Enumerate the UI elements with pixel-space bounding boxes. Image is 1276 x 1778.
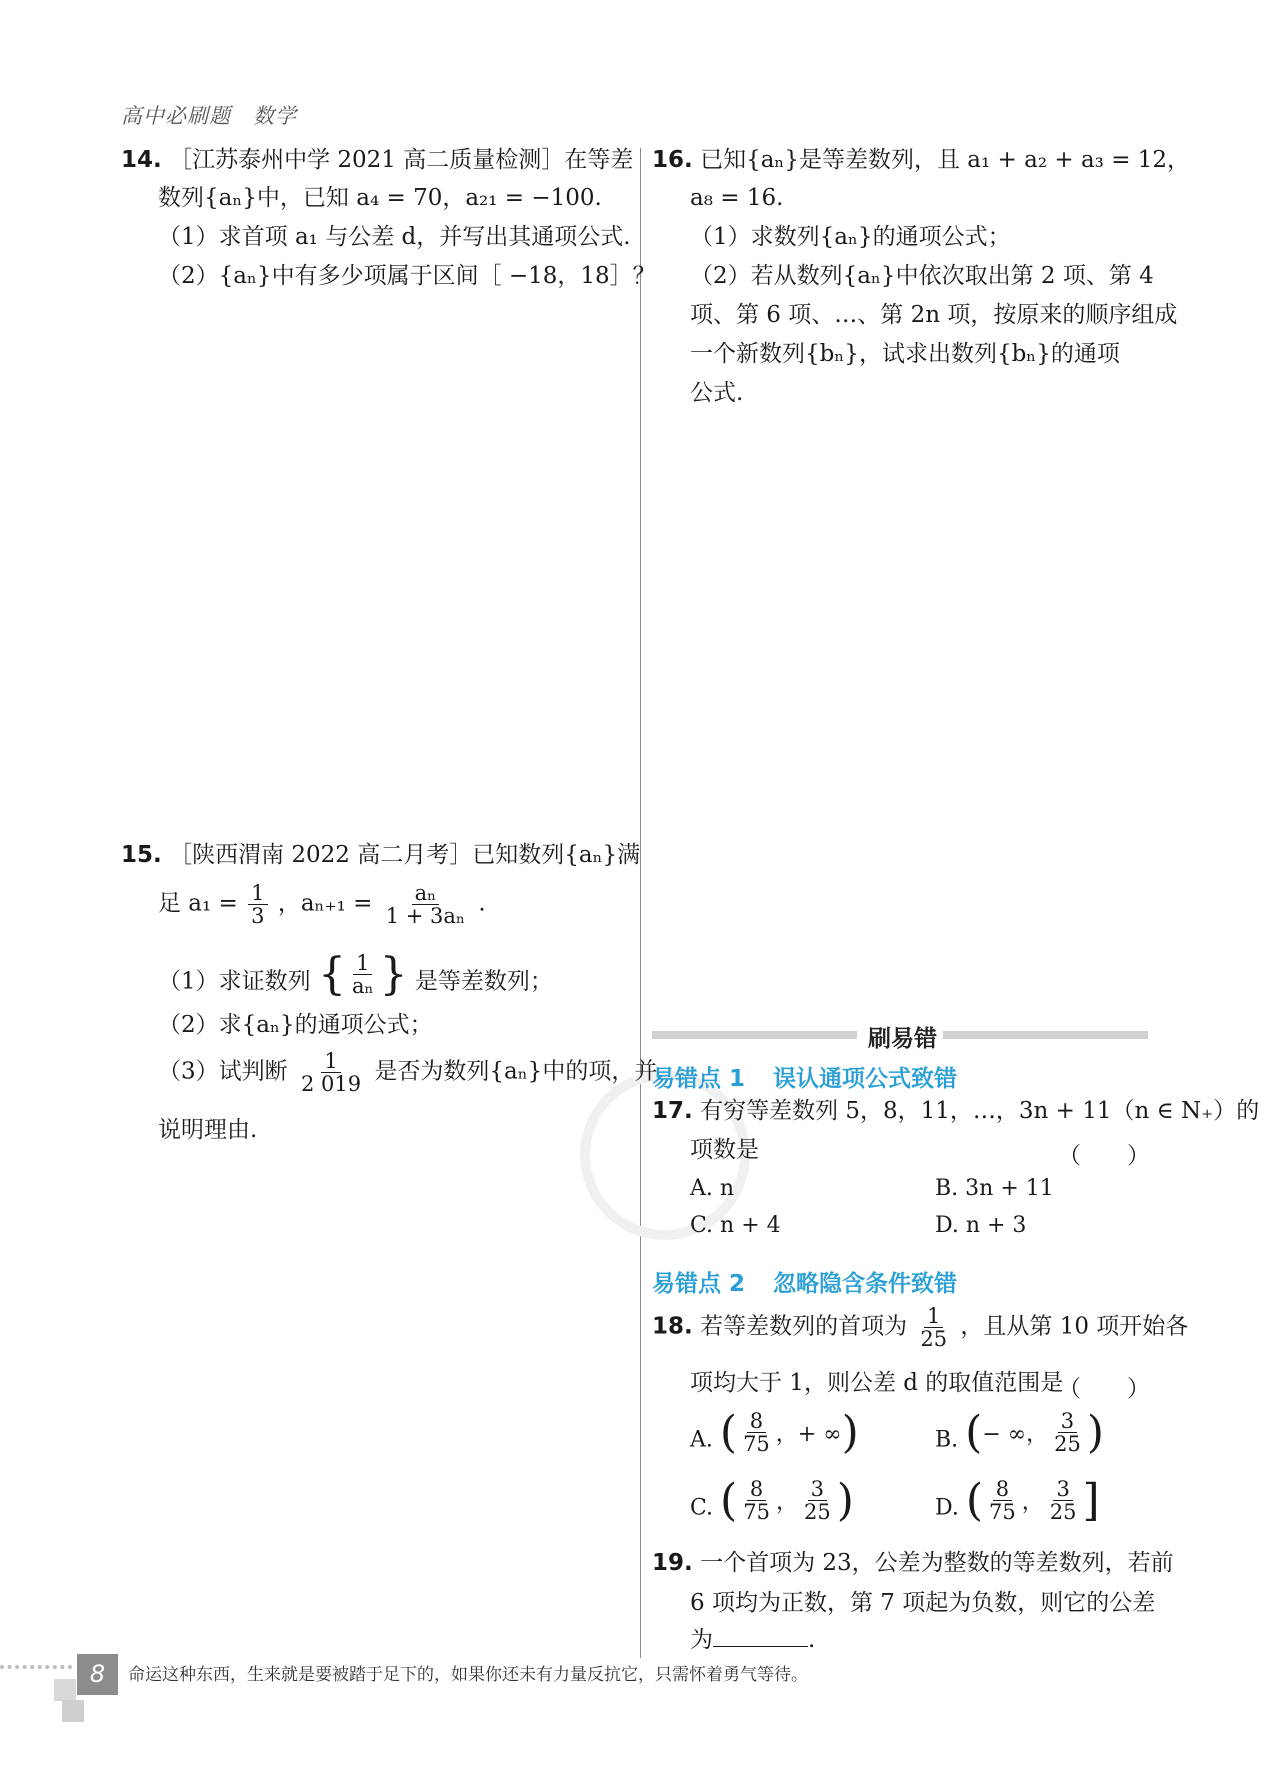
option-c: C. ( $\frac{8}{75}$ ， $\frac{3}{25}$ ) xyxy=(690,1474,854,1526)
text-segment: − ∞， xyxy=(982,1422,1049,1448)
fraction xyxy=(986,1478,1019,1523)
denominator: 75 xyxy=(743,1500,770,1525)
question-text: ［陕西渭南 2022 高二月考］已知数列{aₙ}满 xyxy=(169,842,641,868)
error-point-title: 忽略隐含条件致错 xyxy=(773,1271,958,1297)
fraction-first-term xyxy=(917,1305,950,1350)
option-a: A. ( $\frac{8}{75}$ ，+ ∞ ) xyxy=(690,1406,859,1458)
sub-question-2-cont: 一个新数列{bₙ}，试求出数列{bₙ}的通项 xyxy=(690,341,1120,367)
text-segment: 若等差数列的首项为 xyxy=(700,1313,908,1340)
fraction-recurrence xyxy=(383,882,468,927)
error-point-label: 易错点 2 xyxy=(652,1271,746,1297)
sub-question-2: （2）{aₙ}中有多少项属于区间［ −18，18］？ xyxy=(158,263,656,289)
section-bar-left xyxy=(652,1031,857,1039)
sub-question-1: （1）求首项 a₁ 与公差 d，并写出其通项公式. xyxy=(158,224,631,250)
text-segment: （1）求证数列 xyxy=(158,968,311,995)
sub-question-3-cont: 说明理由. xyxy=(158,1117,258,1143)
denominator: aₙ xyxy=(351,974,374,999)
question-number: 14. xyxy=(121,147,162,173)
footer-dots xyxy=(0,1665,72,1669)
option-d: D. ( $\frac{8}{75}$ ， $\frac{3}{25}$ ] xyxy=(935,1474,1100,1526)
text-segment: ，且从第 10 项开始各 xyxy=(960,1313,1189,1340)
sub-question-3 xyxy=(158,1050,657,1095)
option-d: D. n + 3 xyxy=(935,1213,1027,1238)
question-number: 16. xyxy=(652,147,693,173)
error-point-2 xyxy=(652,1265,957,1298)
fraction-one-over-2019 xyxy=(298,1050,364,1095)
denominator: 2 019 xyxy=(300,1072,362,1097)
question-text xyxy=(690,1626,815,1655)
numerator: 3 xyxy=(1053,1478,1072,1501)
option-label: D. xyxy=(935,1495,959,1521)
text-segment: ， xyxy=(1021,1490,1044,1516)
option-a: A. n xyxy=(690,1176,735,1201)
numerator: 1 xyxy=(353,952,372,975)
numerator: 8 xyxy=(747,1478,766,1501)
page-number: 8 xyxy=(77,1654,118,1695)
question-text: ［江苏泰州中学 2021 高二质量检测］在等差 xyxy=(169,147,634,173)
text-segment: 是否为数列{aₙ}中的项，并 xyxy=(374,1058,658,1085)
question-number: 18. xyxy=(652,1313,693,1340)
question-number: 17. xyxy=(652,1098,693,1124)
text-segment: ， xyxy=(775,1490,798,1516)
sub-question-2: （2）求{aₙ}的通项公式； xyxy=(158,1012,433,1038)
text-segment: ，aₙ₊₁ = xyxy=(277,890,373,917)
option-label: A. xyxy=(690,1427,713,1453)
section-bar-right xyxy=(943,1031,1148,1039)
denominator: 75 xyxy=(989,1500,1016,1525)
option-label: C. xyxy=(690,1495,714,1521)
text-segment: . xyxy=(478,890,486,917)
answer-paren: （ ） xyxy=(1058,1376,1150,1402)
footer-deco-square xyxy=(54,1679,76,1701)
fraction xyxy=(740,1478,773,1523)
denominator: 25 xyxy=(920,1327,948,1352)
fraction xyxy=(740,1410,773,1455)
question-number: 19. xyxy=(652,1550,693,1576)
option-label: B. xyxy=(935,1427,959,1453)
question-text: 已知{aₙ}是等差数列，且 a₁ + a₂ + a₃ = 12， xyxy=(700,147,1191,173)
question-number: 15. xyxy=(121,842,162,868)
text-segment: 是等差数列； xyxy=(414,968,553,995)
question-text: 项数是 xyxy=(690,1137,759,1163)
numerator: 1 xyxy=(924,1305,943,1328)
text-segment: （3）试判断 xyxy=(158,1058,288,1085)
denominator: 1 + 3aₙ xyxy=(385,904,466,929)
option-b: B. 3n + 11 xyxy=(935,1176,1054,1201)
answer-blank xyxy=(713,1626,808,1647)
error-point-title: 误认通项公式致错 xyxy=(773,1066,958,1092)
numerator: aₙ xyxy=(412,882,440,905)
numerator: 3 xyxy=(808,1478,827,1501)
question-text: 有穷等差数列 5，8，11，…，3n + 11（n ∈ N₊）的 xyxy=(700,1098,1260,1124)
sub-question-1: （1）求数列{aₙ}的通项公式； xyxy=(690,224,1011,250)
error-point-1 xyxy=(652,1060,957,1093)
denominator: 25 xyxy=(1049,1500,1077,1525)
numerator: 3 xyxy=(1058,1410,1077,1433)
fraction-reciprocal xyxy=(349,952,377,997)
fraction xyxy=(1047,1478,1080,1523)
option-b: B. ( − ∞， $\frac{3}{25}$ ) xyxy=(935,1406,1105,1458)
text-segment: ，+ ∞ xyxy=(775,1422,842,1448)
text-segment: . xyxy=(808,1627,816,1653)
fraction xyxy=(801,1478,834,1523)
option-c: C. n + 4 xyxy=(690,1213,781,1238)
error-point-label: 易错点 1 xyxy=(652,1066,746,1092)
fraction-one-third xyxy=(248,882,267,927)
text-segment: 为 xyxy=(690,1627,713,1653)
denominator: 25 xyxy=(1054,1432,1081,1457)
numerator: 1 xyxy=(248,882,267,905)
numerator: 8 xyxy=(993,1478,1012,1501)
sub-question-1 xyxy=(158,948,553,1000)
question-text: 一个首项为 23，公差为整数的等差数列，若前 xyxy=(700,1550,1174,1576)
column-divider xyxy=(640,148,641,1658)
sub-question-2: （2）若从数列{aₙ}中依次取出第 2 项、第 4 xyxy=(690,263,1154,289)
page-header: 高中必刷题 数学 xyxy=(121,104,297,128)
footer-deco-square xyxy=(62,1700,84,1722)
braced-fraction: { $\frac{1}{\text{aₙ}}$ } xyxy=(317,948,408,1000)
question-text-line-2 xyxy=(158,882,486,927)
denominator: 3 xyxy=(251,904,265,929)
sub-question-2-cont: 公式. xyxy=(690,380,744,406)
question-text: 数列{aₙ}中，已知 a₄ = 70，a₂₁ = −100. xyxy=(158,185,602,211)
question-text: 6 项均为正数，第 7 项起为负数，则它的公差 xyxy=(690,1590,1156,1616)
text-segment: 足 a₁ = xyxy=(158,890,238,917)
footer-motto: 命运这种东西，生来就是要被踏于足下的，如果你还未有力量反抗它，只需怀着勇气等待。 xyxy=(128,1665,808,1685)
question-text: a₈ = 16. xyxy=(690,185,784,211)
numerator: 8 xyxy=(747,1410,766,1433)
denominator: 25 xyxy=(803,1500,831,1525)
question-text: 项均大于 1，则公差 d 的取值范围是 xyxy=(690,1370,1064,1396)
answer-paren: （ ） xyxy=(1058,1143,1150,1169)
denominator: 75 xyxy=(743,1432,770,1457)
section-title: 刷易错 xyxy=(868,1026,937,1052)
fraction xyxy=(1051,1410,1084,1455)
sub-question-2-cont: 项、第 6 项、…、第 2n 项，按原来的顺序组成 xyxy=(690,302,1178,328)
numerator: 1 xyxy=(321,1050,340,1073)
